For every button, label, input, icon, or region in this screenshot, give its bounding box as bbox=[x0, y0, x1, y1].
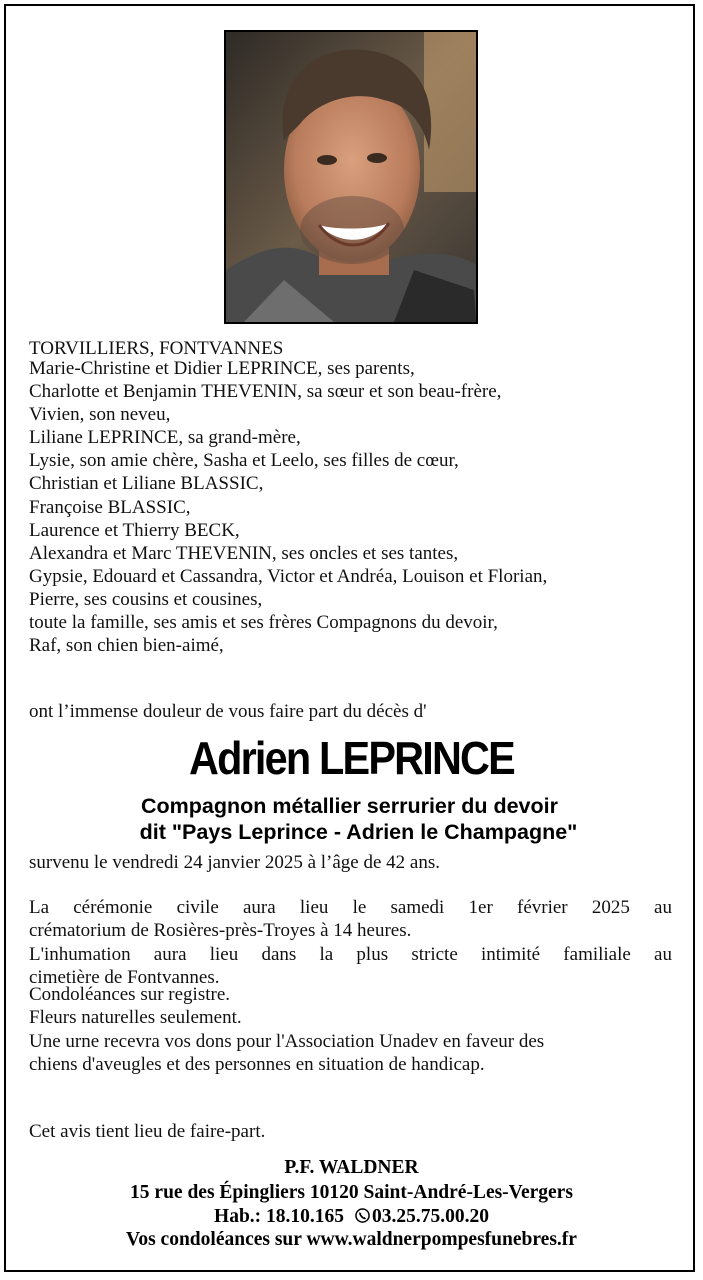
funeral-home-contact bbox=[0, 1205, 703, 1229]
ceremony-line: cimetière de Fontvannes. bbox=[29, 966, 220, 988]
funeral-home-name: P.F. WALDNER bbox=[284, 1157, 419, 1178]
condolences-line: Condoléances sur registre. bbox=[29, 984, 231, 1005]
family-line: toute la famille, ses amis et ses frères Compagnons du devoir, bbox=[29, 612, 498, 634]
announcement-intro: ont l’immense douleur de vous faire part du décès d' bbox=[29, 701, 427, 722]
ceremony-text bbox=[29, 896, 672, 989]
portrait-photo bbox=[224, 30, 478, 324]
family-line: Christian et Liliane BLASSIC, bbox=[29, 473, 264, 495]
family-list bbox=[29, 357, 547, 657]
ceremony-line: L'inhumation aura lieu dans la plus stricte intimité familiale au bbox=[29, 943, 672, 965]
ceremony-line: La cérémonie civile aura lieu le samedi 1er février 2025 au bbox=[29, 897, 672, 918]
condolences-text bbox=[29, 983, 679, 1077]
condolences-line: Fleurs naturelles seulement. bbox=[29, 1007, 242, 1029]
notice-statement: Cet avis tient lieu de faire-part. bbox=[29, 1121, 266, 1142]
family-line: Gypsie, Edouard et Cassandra, Victor et Andréa, Louison et Florian, bbox=[29, 565, 548, 587]
deceased-nickname: dit "Pays Leprince - Adrien le Champagne" bbox=[139, 820, 578, 844]
family-line: Liliane LEPRINCE, sa grand-mère, bbox=[29, 427, 301, 449]
family-line: Marie-Christine et Didier LEPRINCE, ses parents, bbox=[29, 358, 415, 379]
phone-number: 03.25.75.00.20 bbox=[371, 1206, 489, 1227]
location: TORVILLIERS, FONTVANNES bbox=[29, 338, 284, 359]
condolences-line: chiens d'aveugles et des personnes en situation de handicap. bbox=[29, 1054, 485, 1076]
family-line: Vivien, son neveu, bbox=[29, 404, 171, 426]
condolences-line: Une urne recevra vos dons pour l'Association Unadev en faveur des bbox=[29, 1030, 545, 1052]
ceremony-line: crématorium de Rosières-près-Troyes à 14 heures. bbox=[29, 920, 412, 942]
family-line: Laurence et Thierry BECK, bbox=[29, 519, 240, 541]
habilitation-number: Hab.: 18.10.165 bbox=[214, 1206, 345, 1227]
deceased-name: Adrien LEPRINCE bbox=[189, 732, 514, 784]
death-date: survenu le vendredi 24 janvier 2025 à l’âge de 42 ans. bbox=[29, 852, 441, 873]
family-line: Lysie, son amie chère, Sasha et Leelo, ses filles de cœur, bbox=[29, 450, 459, 472]
portrait-image bbox=[224, 30, 478, 324]
phone-icon bbox=[355, 1208, 370, 1223]
deceased-title: Compagnon métallier serrurier du devoir bbox=[141, 794, 558, 818]
family-line: Françoise BLASSIC, bbox=[29, 496, 191, 518]
funeral-home-address: 15 rue des Épingliers 10120 Saint-André-Les-Vergers bbox=[130, 1182, 573, 1203]
condolences-website[interactable]: Vos condoléances sur www.waldnerpompesfunebres.fr bbox=[126, 1229, 577, 1250]
family-line: Charlotte et Benjamin THEVENIN, sa sœur et son beau-frère, bbox=[29, 381, 502, 403]
family-line: Alexandra et Marc THEVENIN, ses oncles et ses tantes, bbox=[29, 542, 459, 564]
family-line: Pierre, ses cousins et cousines, bbox=[29, 588, 263, 610]
family-line: Raf, son chien bien-aimé, bbox=[29, 635, 224, 657]
